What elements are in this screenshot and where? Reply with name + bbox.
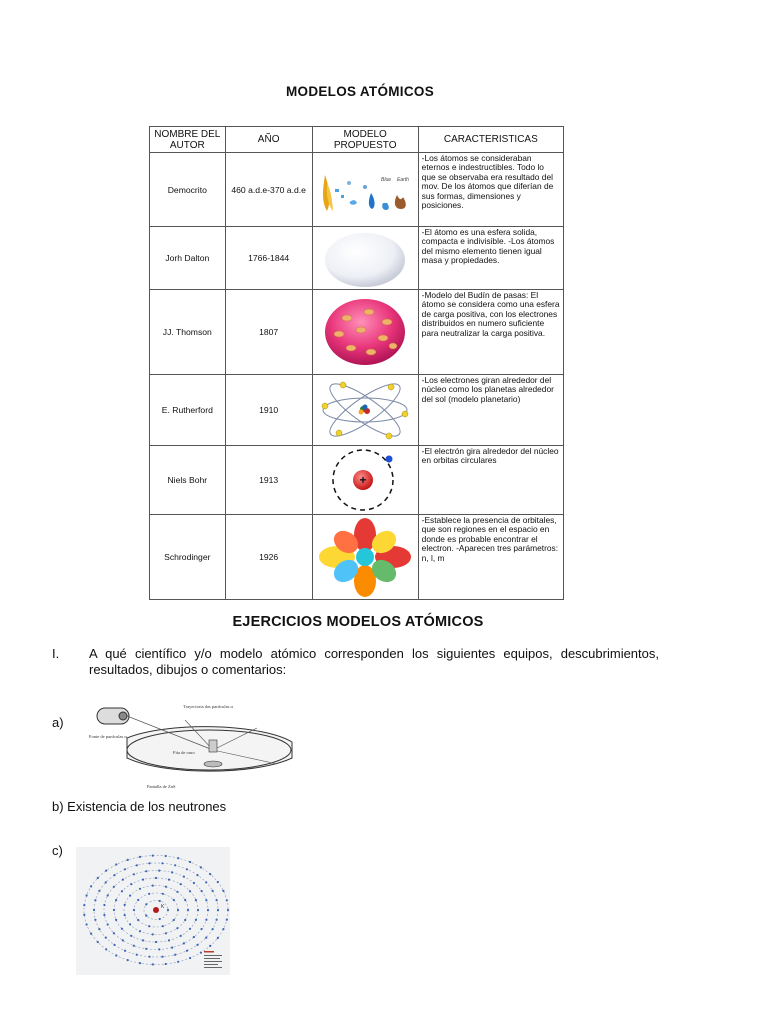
description-cell: -El electrón gira alrededor del núcleo en orbitas circulares (418, 446, 563, 515)
gold-foil-figure (87, 700, 302, 796)
atomic-models-table (149, 126, 564, 600)
svg-text:Earth: Earth (396, 177, 409, 183)
author-cell: Jorh Dalton (150, 227, 226, 290)
author-cell: Democrito (150, 153, 226, 227)
svg-text:Blue: Blue (380, 177, 391, 183)
year-cell: 460 a.d.e-370 a.d.e (225, 153, 312, 227)
table-row (150, 446, 564, 515)
description-cell: -El átomo es una esfera solida, compacta e indivisible. -Los átomos del mismo elemento tienen igual masa y propiedades. (418, 227, 563, 290)
svg-text:Fonte de partículas α: Fonte de partículas α (89, 734, 127, 739)
header-characteristics: CARACTERISTICAS (418, 127, 563, 153)
exercises-title: EJERCICIOS MODELOS ATÓMICOS (232, 614, 484, 630)
solid-sphere-icon (312, 227, 418, 290)
year-cell: 1910 (225, 375, 312, 446)
year-cell: 1913 (225, 446, 312, 515)
author-cell: Niels Bohr (150, 446, 226, 515)
svg-text:+: + (359, 473, 367, 487)
page-title: MODELOS ATÓMICOS (285, 84, 435, 99)
author-cell: E. Rutherford (150, 375, 226, 446)
item-c-label: c) (52, 843, 63, 858)
year-cell: 1807 (225, 290, 312, 375)
electron-shells-figure (76, 847, 230, 975)
svg-text:Pantalla de ZnS: Pantalla de ZnS (147, 784, 176, 789)
item-a-label: a) (52, 715, 64, 730)
description-cell: -Modelo del Budín de pasas: El átomo se considera como una esfera de carga positiva, con los electrones distribuidos en numero suficiente para neutralizar la carga positiva. (418, 290, 563, 375)
year-cell: 1926 (225, 515, 312, 600)
planetary-atom-icon (312, 375, 418, 446)
table-row (150, 227, 564, 290)
author-cell: JJ. Thomson (150, 290, 226, 375)
header-author: NOMBRE DEL AUTOR (150, 127, 226, 153)
svg-text:Trayectoria das partículas α: Trayectoria das partículas α (183, 704, 233, 709)
table-header-row (150, 127, 564, 153)
table-row (150, 290, 564, 375)
water-elements-icon (312, 153, 418, 227)
table-row (150, 375, 564, 446)
header-year: AÑO (225, 127, 312, 153)
year-cell: 1766-1844 (225, 227, 312, 290)
item-b-label: b) Existencia de los neutrones (52, 799, 227, 814)
orbitals-icon (312, 515, 418, 600)
table-row (150, 153, 564, 227)
description-cell: -Establece la presencia de orbitales, que son regiones en el espacio en donde es probable encontrar el electron. -Aparecen tres parámetros: n, l, m (418, 515, 563, 600)
description-cell: -Los átomos se consideraban eternos e indestructibles. Todo lo que se observaba era resultado del mov. De los átomos que diferían de sus formas, dimensiones y posiciones. (418, 153, 563, 227)
plum-pudding-icon (312, 290, 418, 375)
table-row (150, 515, 564, 600)
question-text: A qué científico y/o modelo atómico corresponden los siguientes equipos, descubrimientos, resultados, dibujos o comentarios: (89, 646, 659, 677)
svg-text:Fita de ouro: Fita de ouro (173, 750, 195, 755)
question-number: I. (52, 646, 60, 661)
description-cell: -Los electrones giran alrededor del núcleo como los planetas alrededor del sol (modelo planetario) (418, 375, 563, 446)
bohr-orbit-icon (312, 446, 418, 515)
svg-text:K: K (161, 904, 165, 910)
author-cell: Schrodinger (150, 515, 226, 600)
header-model: MODELO PROPUESTO (312, 127, 418, 153)
